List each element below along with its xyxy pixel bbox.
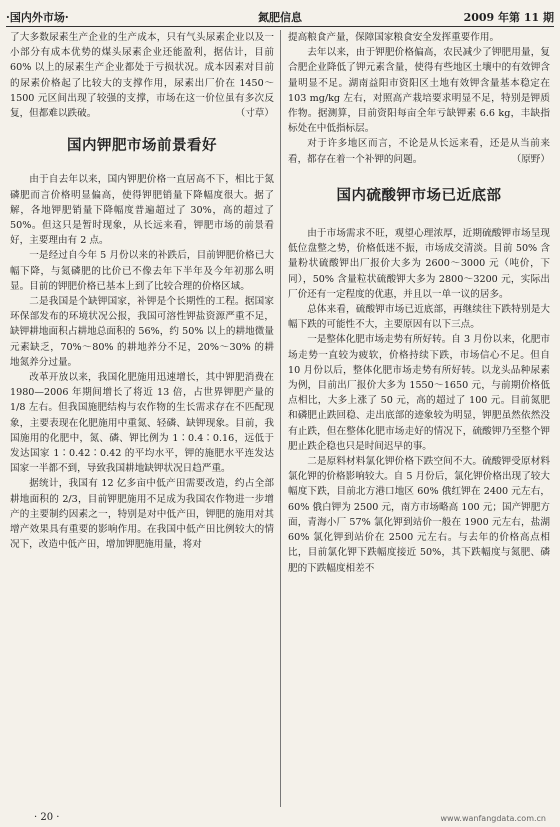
right-column <box>288 30 550 807</box>
previous-article-text: 了大多数尿素生产企业的生产成本，只有气头尿素企业以及一小部分有成本优势的煤头尿素企业还能盈利，据估计，目前 60% 以上的尿素生产企业都处于亏损状况。成本因素对目前的尿素价格起了比较大的支撑作用，尿素出厂价在 1450～1500 元区间出现了较强的支撑，市场在这一价位虽有多次反复，但都难以跌破。 <box>10 32 274 120</box>
running-header <box>6 6 554 27</box>
previous-article-author: （寸草） <box>235 108 274 120</box>
issue-label: 2009 年第 11 期 <box>463 11 554 24</box>
article-paragraph: 改革开放以来，我国化肥施用迅速增长，其中钾肥消费在 1980—2006 年期间增长了将近 13 倍，占世界钾肥产量的 1/8 左右。但我国施肥结构与农作物的生长需求存在不匹配现象，主要表现在化肥施用中重氮、轻磷、缺钾现象。目前，我国施用的化肥中，氮、磷、钾比例为 1∶0.4∶0.16，远低于发达国家 1∶0.42∶0.42 的平均水平，钾的施肥水平连发达国家一半都不到，导致我国耕地缺钾状况日趋严重。 <box>10 372 274 475</box>
left-column <box>10 30 274 807</box>
article-author: （原野） <box>511 153 550 165</box>
article-paragraph: 去年以来，由于钾肥价格偏高，农民减少了钾肥用量，复合肥企业降低了钾元素含量，使得有些地区土壤中的有效钾含量明显不足。湖南益阳市资阳区土地有效钾含量基本稳定在 103 mg/kg 左右，对照高产栽培要求明显不足，特别是钾质作物。据测算，目前资阳每亩全年亏缺钾素 6.6 kg，丰缺指标处在中低指标层。 <box>288 47 550 135</box>
column-divider <box>280 30 281 807</box>
journal-name: 氮肥信息 <box>258 11 302 24</box>
previous-article-tail <box>10 30 274 121</box>
article-paragraph: 据统计，我国有 12 亿多亩中低产田需要改造，约占全部耕地面积的 2/3，目前钾肥施用不足成为我国农作物进一步增产的主要制约因素之一，特别是对中低产田，钾肥的施用对其增产效果具有重要的影响作用。在我国中低产田比例较大的情况下，改造中低产田，增加钾肥施用量，将对 <box>10 478 274 551</box>
article-paragraph: 由于自去年以来，国内钾肥价格一直居高不下，相比于氮磷肥而言价格明显偏高，使得钾肥销量下降幅度很大。据了解，各地钾肥销量下降幅度普遍超过了 30%，高的超过了 50%。但这只是暂时现象，从长远来看，钾肥市场的前景看好，主要理由有 2 点。 <box>10 174 274 247</box>
page-number: · 20 · <box>34 812 60 823</box>
article-continuation: 提高粮食产量，保障国家粮食安全发挥重要作用。 <box>288 32 500 43</box>
article-paragraph: 二是我国是个缺钾国家，补钾是个长期性的工程。据国家环保部发布的环境状况公报，我国可溶性钾盐资源严重不足，缺钾耕地面积占耕地总面积的 56%，约 50% 以上的耕地微量元素缺乏，70%～80% 的耕地养分不足，20%～30% 的耕地氮养分过量。 <box>10 296 274 368</box>
article-paragraph <box>288 136 550 166</box>
article-paragraph: 由于市场需求不旺，观望心理浓厚，近期硫酸钾市场呈现低位盘整之势，价格低迷不振，市场成交清淡。目前 50% 含量粉状硫酸钾出厂报价大多为 2600～3000 元（吨价，下同），50% 含量粒状硫酸钾大多为 2800～3200 元，实际出厂价还有一定程度的优惠，并且以一单一议的居多。 <box>288 228 550 300</box>
article-title-potassium-sulfate: 国内硫酸钾市场已近底部 <box>336 187 502 204</box>
article-paragraph: 一是经过自今年 5 月份以来的补跌后，目前钾肥价格已大幅下降，与氮磷肥的比价已不像去年下半年及今年初那么明显。目前的钾肥价格已基本上到了比较合理的价格区域。 <box>10 250 274 292</box>
article-paragraph: 总体来看，硫酸钾市场已近底部，再继续往下跌特别是大幅下跌的可能性不大，主要原因有以下三点。 <box>288 304 550 331</box>
section-label: ·国内外市场· <box>6 11 69 24</box>
article-title-potash: 国内钾肥市场前景看好 <box>67 138 217 155</box>
watermark: www.wanfangdata.com.cn <box>440 814 546 823</box>
article-paragraph-text: 对于许多地区而言，不论是从长远来看，还是从当前来看，都存在着一个补钾的问题。 <box>288 138 550 165</box>
article-paragraph: 二是原料材料氯化钾价格下跌空间不大。硫酸钾受原材料氯化钾的价格影响较大。自 5 月份后，氯化钾价格出现了较大幅度下跌，目前北方港口地区 60% 俄红钾在 2400 元左右，60% 俄白钾为 2500 元，南方市场略高 100 元；国产钾肥方面，青海小厂 57% 氯化钾到站价一般在 1900 元左右，盐湖 60% 氯化钾到站价在 2500 元左右。与去年的价格高点相比，目前氯化钾下跌幅度接近 50%，其下跌幅度与氮肥、磷肥的下跌幅度相差不 <box>288 456 550 574</box>
page-footer <box>8 809 552 825</box>
article-paragraph: 一是整体化肥市场走势有所好转。自 3 月份以来，化肥市场走势一直较为疲软，价格持续下跌，市场信心不足。但自 10 月份以后，整体化肥市场走势有所好转。以龙头品种尿素为例，目前出厂报价大多为 1550～1650 元，与前期价格低点相比，大多上涨了 50 元，高的超过了 100 元。目前氮肥和磷肥止跌回稳、走出底部的迹象较为明显，钾肥虽然依然没有止跌，但在整体化肥市场走好的情况下，硫酸钾乃至整个钾肥止跌企稳也只是时间迟早的事。 <box>288 334 550 452</box>
